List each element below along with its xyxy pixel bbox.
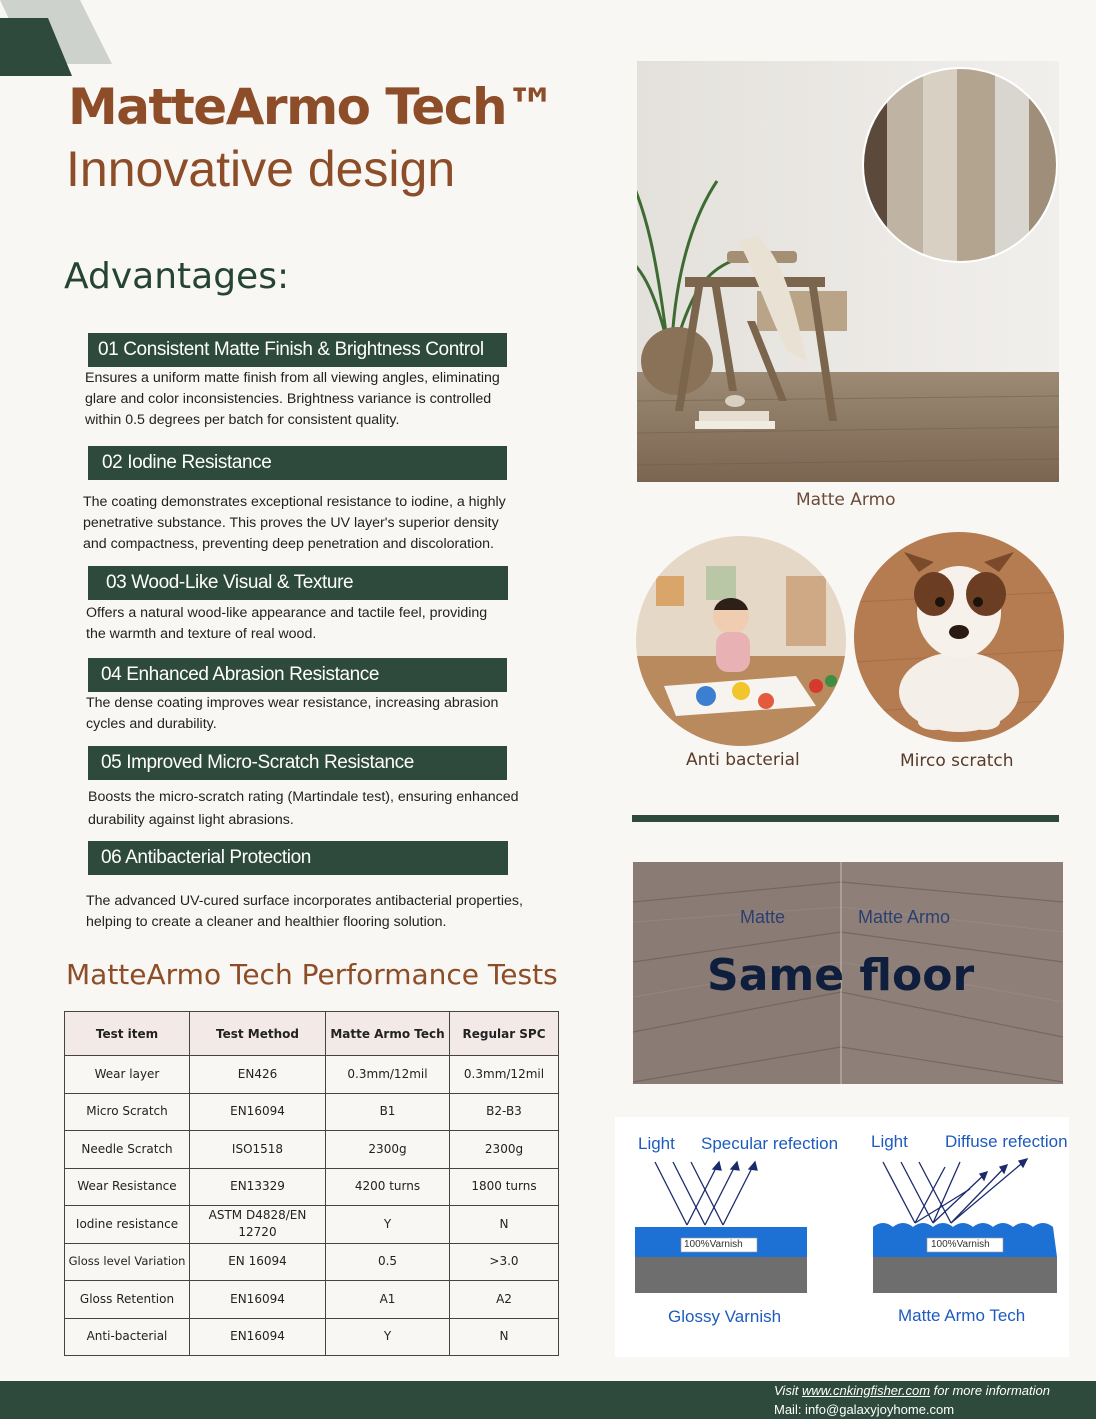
footer-visit <box>774 1383 1050 1398</box>
cell: EN16094 <box>190 1093 326 1131</box>
cell: Anti-bacterial <box>65 1318 190 1356</box>
cell: EN 16094 <box>190 1243 326 1281</box>
footer-visit-suffix: for more information <box>930 1383 1050 1398</box>
advantage-text-5: Boosts the micro-scratch rating (Martindale test), ensuring enhanced durability against light abrasions. <box>88 789 519 828</box>
performance-table <box>64 1011 559 1356</box>
right-light-label: Light <box>871 1132 908 1151</box>
advantage-heading-1: 01 Consistent Matte Finish & Brightness Control <box>88 333 507 367</box>
table-row <box>65 1056 559 1094</box>
table-row <box>65 1131 559 1169</box>
cell: 1800 turns <box>450 1168 559 1206</box>
cell: ASTM D4828/EN 12720 <box>190 1206 326 1244</box>
cell: N <box>450 1318 559 1356</box>
cell: EN426 <box>190 1056 326 1094</box>
cell: EN13329 <box>190 1168 326 1206</box>
tests-title: MatteArmo Tech Performance Tests <box>66 958 558 991</box>
advantages-heading: Advantages: <box>64 256 290 297</box>
cell: 0.3mm/12mil <box>450 1056 559 1094</box>
page-subtitle: Innovative design <box>66 141 456 197</box>
cell: Y <box>326 1206 450 1244</box>
footer-visit-prefix: Visit <box>774 1383 802 1398</box>
left-varnish-label: 100%Varnish <box>684 1239 743 1250</box>
advantage-text-4: The dense coating improves wear resistance, increasing abrasion cycles and durability. <box>86 695 499 732</box>
right-varnish-label: 100%Varnish <box>931 1239 990 1250</box>
table-row <box>65 1168 559 1206</box>
section-divider <box>632 815 1059 822</box>
table-row <box>65 1281 559 1319</box>
col-header: Test item <box>65 1012 190 1056</box>
table-row <box>65 1206 559 1244</box>
website-link[interactable]: www.cnkingfisher.com <box>801 1383 931 1398</box>
floor-overlay-text: Same floor <box>707 950 975 1001</box>
dog-photo <box>854 532 1064 742</box>
cell: 2300g <box>450 1131 559 1169</box>
caption-matte-armo: Matte Armo <box>796 490 896 510</box>
page-title: MatteArmo Tech™ <box>68 78 555 136</box>
advantage-text-3: Offers a natural wood-like appearance and tactile feel, providing the warmth and texture of real wood. <box>86 605 488 642</box>
advantage-heading-2: 02 Iodine Resistance <box>88 446 507 480</box>
advantage-heading-6: 06 Antibacterial Protection <box>88 841 508 875</box>
table-row <box>65 1243 559 1281</box>
right-reflection-label: Diffuse refection <box>945 1132 1068 1151</box>
left-light-label: Light <box>638 1134 675 1153</box>
advantage-heading-3: 03 Wood-Like Visual & Texture <box>88 566 508 600</box>
col-header: Regular SPC <box>450 1012 559 1056</box>
cell: 0.3mm/12mil <box>326 1056 450 1094</box>
cell: B2-B3 <box>450 1093 559 1131</box>
table-row <box>65 1318 559 1356</box>
left-diagram-caption: Glossy Varnish <box>668 1307 782 1326</box>
cell: Micro Scratch <box>65 1093 190 1131</box>
cell: Wear Resistance <box>65 1168 190 1206</box>
cell: A1 <box>326 1281 450 1319</box>
cell: EN16094 <box>190 1318 326 1356</box>
cell: Y <box>326 1318 450 1356</box>
table-row <box>65 1093 559 1131</box>
table-header-row <box>65 1012 559 1056</box>
cell: Gloss Retention <box>65 1281 190 1319</box>
cell: N <box>450 1206 559 1244</box>
corner-decoration <box>0 0 120 76</box>
footer-mail: Mail: info@galaxyjoyhome.com <box>774 1402 955 1417</box>
cell: Needle Scratch <box>65 1131 190 1169</box>
cell: 0.5 <box>326 1243 450 1281</box>
advantage-text-2: The coating demonstrates exceptional resistance to iodine, a highly penetrative substance. This proves the UV layer's superior density and compactness, preventing deep penetration and discoloration. <box>83 494 506 552</box>
cell: 4200 turns <box>326 1168 450 1206</box>
cell: B1 <box>326 1093 450 1131</box>
col-header: Matte Armo Tech <box>326 1012 450 1056</box>
floor-label-matte: Matte <box>740 907 786 927</box>
advantage-heading-5: 05 Improved Micro-Scratch Resistance <box>88 746 507 780</box>
left-reflection-label: Specular refection <box>701 1134 839 1153</box>
advantage-text-1: Ensures a uniform matte finish from all viewing angles, eliminating glare and color inconsistencies. Brightness variance is controlled within 0.5 degrees per batch for consistent quality. <box>85 370 500 428</box>
right-diagram-caption: Matte Armo Tech <box>898 1306 1026 1325</box>
cell: 2300g <box>326 1131 450 1169</box>
cell: >3.0 <box>450 1243 559 1281</box>
col-header: Test Method <box>190 1012 326 1056</box>
advantage-heading-4: 04 Enhanced Abrasion Resistance <box>88 658 507 692</box>
cell: A2 <box>450 1281 559 1319</box>
child-photo <box>636 536 846 746</box>
advantage-text-6: The advanced UV-cured surface incorporates antibacterial properties, helping to create a cleaner and healthier flooring solution. <box>86 893 523 930</box>
cell: ISO1518 <box>190 1131 326 1169</box>
cell: EN16094 <box>190 1281 326 1319</box>
cell: Iodine resistance <box>65 1206 190 1244</box>
cell: Gloss level Variation <box>65 1243 190 1281</box>
caption-micro-scratch: Mirco scratch <box>900 751 1014 771</box>
room-photo <box>637 61 1059 482</box>
floor-label-matte-armo: Matte Armo <box>858 907 951 927</box>
caption-anti-bacterial: Anti bacterial <box>686 750 800 770</box>
cell: Wear layer <box>65 1056 190 1094</box>
